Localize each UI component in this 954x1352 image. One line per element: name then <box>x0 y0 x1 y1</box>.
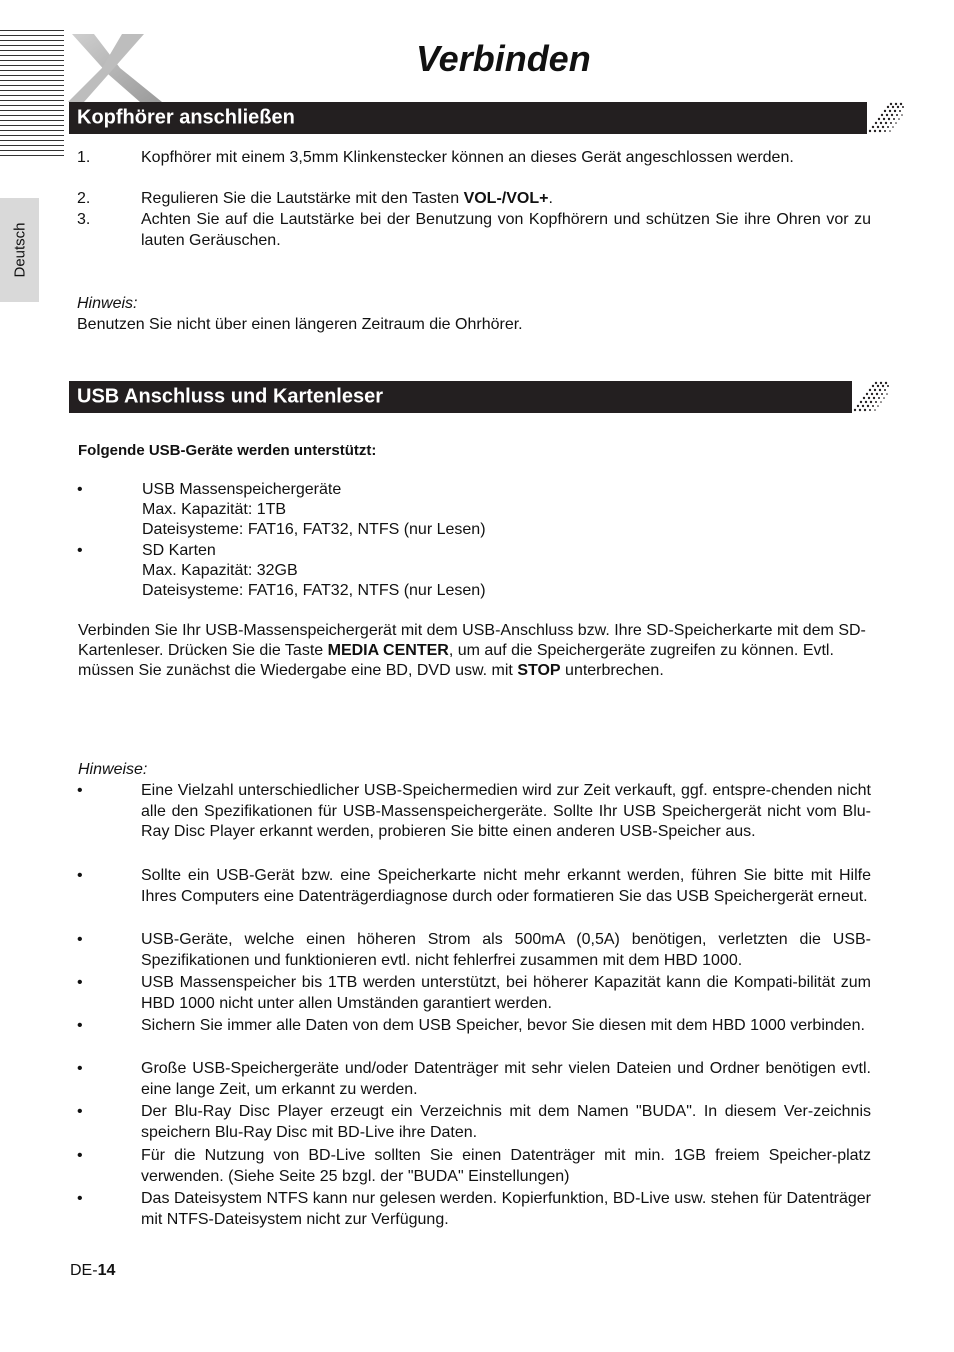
note-text: Große USB-Speichergeräte und/oder Datenträger mit sehr vielen Dateien und Ordner benötigen evtl. eine lange Zeit, um erkannt zu werden. <box>141 1060 871 1098</box>
note-text: Sollte ein USB-Gerät bzw. eine Speicherkarte nicht mehr erkannt werden, führen Sie bitte mit Hilfe Ihres Computers eine Datenträgerdiagnose durch oder formatieren Sie das USB Speichergerät erneut. <box>141 867 871 905</box>
list-text: Achten Sie auf die Lautstärke bei der Benutzung von Kopfhörern und schützen Sie ihre Ohren vor zu lauten Geräuschen. <box>141 211 871 249</box>
note-item <box>77 930 871 971</box>
bullet: • <box>77 974 83 991</box>
list-text: Regulieren Sie die Lautstärke mit den Tasten VOL-/VOL+. <box>141 190 553 207</box>
bullet: • <box>77 931 83 948</box>
section-heading: Kopfhörer anschließen <box>77 106 295 129</box>
note-text: Der Blu-Ray Disc Player erzeugt ein Verzeichnis mit dem Namen "BUDA". In diesem Ver-zeichnis speichern Blu-Ray Disc mit BD-Live ihre Daten. <box>141 1103 871 1141</box>
device-line: Dateisysteme: FAT16, FAT32, NTFS (nur Lesen) <box>142 521 486 538</box>
device-line: Max. Kapazität: 32GB <box>142 562 298 579</box>
note-item <box>77 1146 871 1187</box>
note-item <box>77 1016 871 1037</box>
note-item <box>77 1059 871 1100</box>
bullet: • <box>77 481 83 498</box>
device-line: Max. Kapazität: 1TB <box>142 501 287 518</box>
bullet: • <box>77 1147 83 1164</box>
note-item <box>77 973 871 1014</box>
list-item <box>77 189 871 210</box>
bullet: • <box>77 782 83 799</box>
note-label: Hinweis: <box>77 295 138 312</box>
notes-label: Hinweise: <box>78 761 148 778</box>
device-line: USB Massenspeichergeräte <box>142 481 342 498</box>
list-text: Kopfhörer mit einem 3,5mm Klinkenstecker können an dieses Gerät angeschlossen werden. <box>141 149 794 166</box>
note-text: Benutzen Sie nicht über einen längeren Zeitraum die Ohrhörer. <box>77 316 523 333</box>
bullet: • <box>77 1190 83 1207</box>
device-line: SD Karten <box>142 542 216 559</box>
note-item <box>77 781 871 843</box>
bullet: • <box>77 1060 83 1077</box>
section-heading-bar <box>69 381 862 413</box>
note-text: Eine Vielzahl unterschiedlicher USB-Speichermedien wird zur Zeit verkauft, ggf. entspre-chenden nicht alle den Spezifikationen für USB-Massenspeichergeräte. Sollte Ihr USB Speichergerät nicht vom Blu-Ray Disc Player erkannt werden, probieren Sie bitte einen anderen USB-Speicher aus. <box>141 782 871 840</box>
note-text: Sichern Sie immer alle Daten von dem USB Speicher, bevor Sie diesen mit dem HBD 1000 verbinden. <box>141 1017 865 1034</box>
note-item <box>77 866 871 907</box>
note-text: Das Dateisystem NTFS kann nur gelesen werden. Kopierfunktion, BD-Live usw. stehen für Datenträger mit NTFS-Dateisystem nicht zur Verfügung. <box>141 1190 871 1228</box>
page-number: DE-14 <box>70 1262 116 1279</box>
device-item <box>77 541 486 601</box>
note-text: USB-Geräte, welche einen höheren Strom als 500mA (0,5A) benötigen, verletzten die USB-Spezifikationen und funktionieren evtl. nicht fehlerfrei zusammen mit dem HBD 1000. <box>141 931 871 969</box>
list-item <box>77 210 871 251</box>
note-text: USB Massenspeicher bis 1TB werden unterstützt, bei höherer Kapazität kann die Kompati-bilität zum HBD 1000 nicht unter allen Umständen garantiert werden. <box>141 974 871 1012</box>
bullet: • <box>77 1017 83 1034</box>
dot-pattern <box>852 381 892 413</box>
supported-devices-label: Folgende USB-Geräte werden unterstützt: <box>78 442 377 459</box>
dot-pattern <box>867 102 907 134</box>
decorative-lines <box>0 30 64 158</box>
usb-paragraph: Verbinden Sie Ihr USB-Massenspeichergerät mit dem USB-Anschluss bzw. Ihre SD-Speicherkarte mit dem SD-Kartenleser. Drücken Sie die Taste MEDIA CENTER, um auf die Speichergeräte zugreifen zu können. Evtl. müssen Sie zunächst die Wiedergabe eine BD, DVD usw. mit STOP unterbrechen. <box>78 622 866 679</box>
note-item <box>77 1189 871 1230</box>
brand-logo <box>62 28 172 108</box>
bullet: • <box>77 1103 83 1120</box>
note-text: Für die Nutzung von BD-Live sollten Sie einen Datenträger mit min. 1GB freiem Speicher-platz verwenden. (Siehe Seite 25 bzgl. der "BUDA" Einstellungen) <box>141 1147 871 1185</box>
language-tab-label: Deutsch <box>11 222 28 278</box>
bullet: • <box>77 542 83 559</box>
section-heading-bar <box>69 102 877 134</box>
language-tab <box>0 198 39 302</box>
bullet: • <box>77 867 83 884</box>
device-line: Dateisysteme: FAT16, FAT32, NTFS (nur Lesen) <box>142 582 486 599</box>
page-title: Verbinden <box>416 38 591 79</box>
list-number: 1. <box>77 149 91 166</box>
list-number: 3. <box>77 211 91 228</box>
section-heading: USB Anschluss und Kartenleser <box>77 385 384 408</box>
note-item <box>77 1102 871 1143</box>
device-item <box>77 480 486 540</box>
list-item <box>77 148 871 169</box>
list-number: 2. <box>77 190 91 207</box>
